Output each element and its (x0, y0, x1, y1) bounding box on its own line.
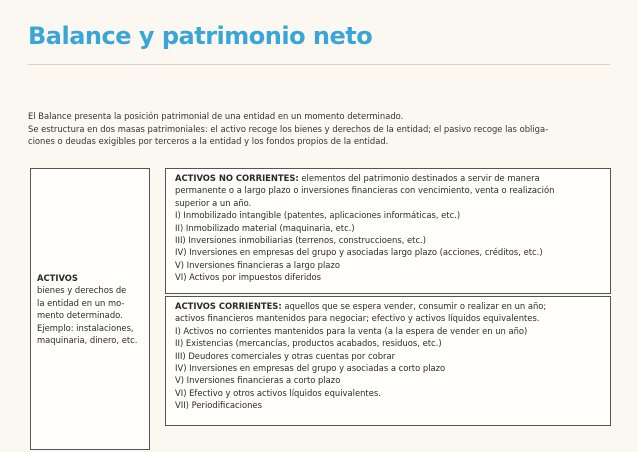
activos-no-corrientes-box (165, 168, 611, 294)
no-corrientes-first-line (175, 172, 602, 184)
no-corrientes-line: IV) Inversiones en empresas del grupo y asociadas largo plazo (acciones, créditos, etc.) (175, 247, 543, 258)
activos-line: la entidad en un mo- (37, 297, 125, 308)
corrientes-line: I) Activos no corrientes mantenidos para la venta (a la espera de vender en un año) (175, 325, 528, 336)
intro-paragraph (28, 110, 618, 148)
no-corrientes-line: III) Inversiones inmobiliarias (terrenos, construccioens, etc.) (175, 235, 426, 246)
no-corrientes-intro-text: elementos del patrimonio destinados a servir de manera (298, 173, 540, 183)
activos-line: maquinaria, dinero, etc. (37, 335, 138, 345)
corrientes-line: VI) Efectivo y otros activos líquidos equivalentes. (175, 387, 381, 398)
intro-line: El Balance presenta la posición patrimonial de una entidad en un momento determinado. (28, 111, 404, 121)
page-title: Balance y patrimonio neto (28, 22, 373, 50)
no-corrientes-line: permanente o a largo plazo o inversiones financieras con vencimiento, venta o realización (175, 185, 555, 196)
corrientes-first-line (175, 300, 602, 312)
activos-box (30, 168, 150, 450)
intro-line: ciones o deudas exigibles por terceros a la entidad y los fondos propios de la entidad. (28, 136, 389, 147)
activos-line: Ejemplo: instalaciones, (37, 322, 134, 333)
corrientes-intro-text: aquellos que se espera vender, consumir o realizar en un año; (281, 301, 547, 311)
corrientes-line: IV) Inversiones en empresas del grupo y asociadas a corto plazo (175, 363, 446, 374)
activos-heading: ACTIVOS (37, 272, 78, 283)
title-divider (28, 64, 610, 65)
corrientes-heading: ACTIVOS CORRIENTES: (175, 301, 282, 311)
activos-line: bienes y derechos de (37, 285, 127, 295)
corrientes-line: activos financieros mantenidos para negociar; efectivo y activos líquidos equivalentes. (175, 313, 540, 324)
no-corrientes-line: superior a un año. (175, 197, 252, 208)
corrientes-line: III) Deudores comerciales y otras cuentas por cobrar (175, 350, 396, 361)
no-corrientes-line: VI) Activos por impuestos diferidos (175, 272, 321, 283)
activos-corrientes-box (165, 296, 611, 426)
no-corrientes-line: II) Inmobilizado material (maquinaria, etc.) (175, 222, 355, 233)
corrientes-line: II) Existencias (mercancías, productos acabados, residuos, etc.) (175, 338, 442, 349)
no-corrientes-heading: ACTIVOS NO CORRIENTES: (175, 173, 299, 183)
activos-line: mento determinado. (37, 310, 123, 320)
corrientes-line: VII) Periodificaciones (175, 400, 262, 411)
intro-line: Se estructura en dos masas patrimoniales: el activo recoge los bienes y derechos de la entidad; el pasivo recoge las obliga- (28, 123, 549, 134)
no-corrientes-line: V) Inversiones financieras a largo plazo (175, 259, 340, 270)
corrientes-line: V) Inversiones financieras a corto plazo (175, 375, 341, 386)
no-corrientes-line: I) Inmobilizado intangible (patentes, aplicaciones informáticas, etc.) (175, 210, 461, 221)
